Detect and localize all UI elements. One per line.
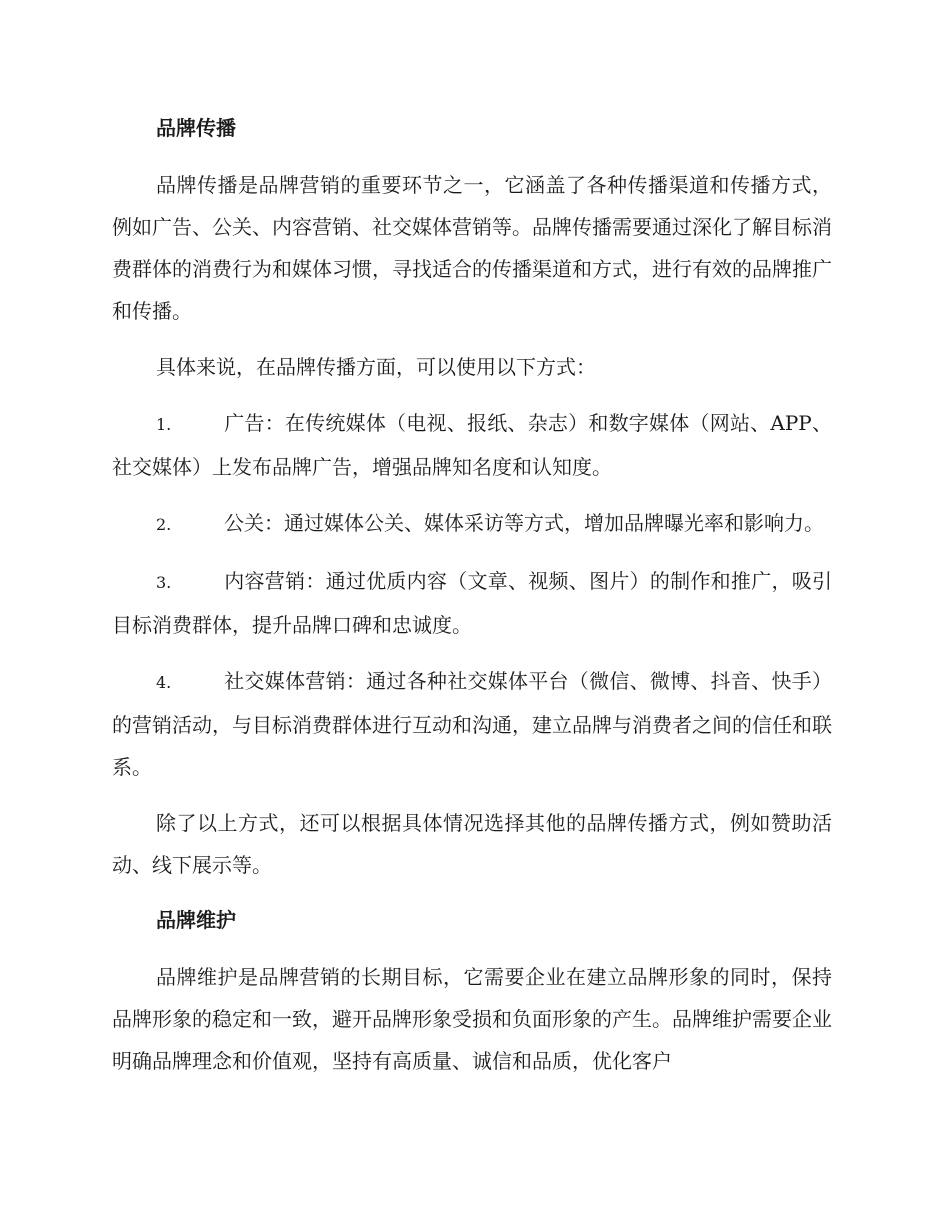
list-item: [112, 660, 832, 788]
list-item-number: 1.: [156, 415, 172, 434]
paragraph-methods-lead: 具体来说，在品牌传播方面，可以使用以下方式：: [156, 355, 596, 379]
paragraph-closing: 除了以上方式，还可以根据具体情况选择其他的品牌传播方式，例如赞助活动、线下展示等。: [112, 811, 832, 877]
list-item-number: 4.: [156, 673, 172, 692]
methods-list: [112, 402, 832, 788]
list-item-number: 3.: [156, 573, 172, 592]
paragraph-brand-maintenance-intro: 品牌维护是品牌营销的长期目标，它需要企业在建立品牌形象的同时，保持品牌形象的稳定和一致，避开品牌形象受损和负面形象的产生。品牌维护需要企业明确品牌理念和价值观，坚持有高质量、诚信和品质，优化客户: [112, 965, 832, 1073]
list-item-text: 内容营销：通过优质内容（文章、视频、图片）的制作和推广，吸引目标消费群体，提升品牌口碑和忠诚度。: [112, 569, 832, 637]
list-item-text: 社交媒体营销：通过各种社交媒体平台（微信、微博、抖音、快手）的营销活动，与目标消费群体进行互动和沟通，建立品牌与消费者之间的信任和联系。: [112, 669, 832, 779]
list-item-number: 2.: [156, 515, 172, 534]
paragraph-brand-communication-intro: 品牌传播是品牌营销的重要环节之一，它涵盖了各种传播渠道和传播方式，例如广告、公关、内容营销、社交媒体营销等。品牌传播需要通过深化了解目标消费群体的消费行为和媒体习惯，寻找适合的传播渠道和方式，进行有效的品牌推广和传播。: [112, 173, 832, 323]
section-heading-brand-maintenance: 品牌维护: [156, 908, 236, 932]
list-item: [112, 502, 832, 546]
list-item-text: 公关：通过媒体公关、媒体采访等方式，增加品牌曝光率和影响力。: [224, 511, 824, 535]
list-item: [112, 560, 832, 646]
section-heading-brand-communication: 品牌传播: [156, 116, 236, 140]
document-page: [112, 108, 832, 1096]
list-item: [112, 402, 832, 488]
list-item-text: 广告：在传统媒体（电视、报纸、杂志）和数字媒体（网站、APP、社交媒体）上发布品牌广告，增强品牌知名度和认知度。: [112, 411, 832, 479]
